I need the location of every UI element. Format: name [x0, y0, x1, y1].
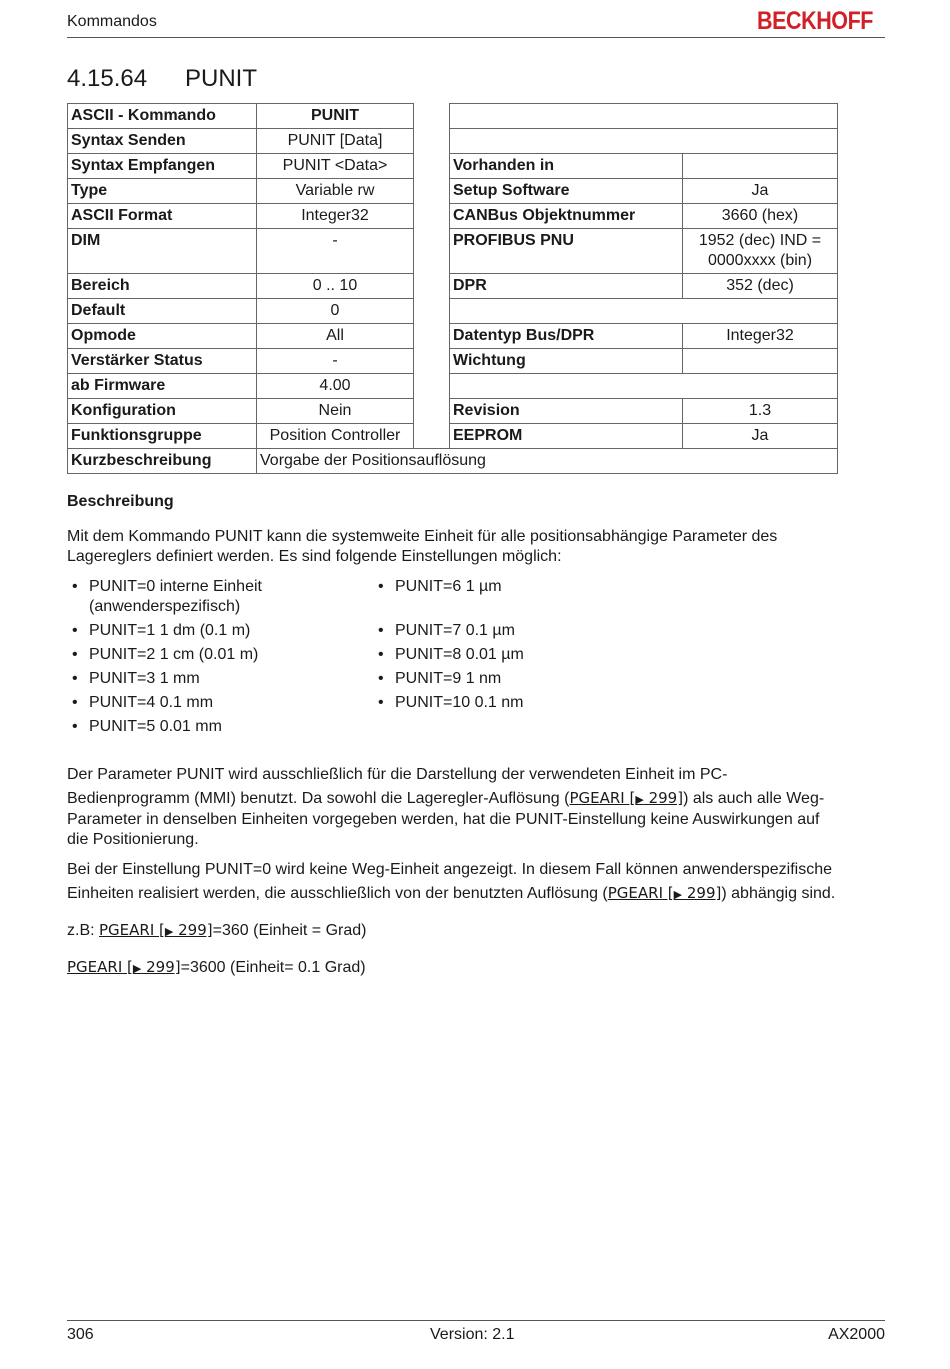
- cell-spacer: [414, 299, 450, 324]
- cell-label: Bereich: [68, 274, 257, 299]
- cell-label: Syntax Empfangen: [68, 154, 257, 179]
- cell-label: Verstärker Status: [68, 349, 257, 374]
- profibus-line-1: 1952 (dec) IND =: [698, 232, 822, 249]
- text-fragment: =360 (Einheit = Grad): [212, 922, 367, 939]
- section-title: [67, 65, 257, 93]
- cell-value: 0: [257, 299, 414, 324]
- version-label: Version: 2.1: [430, 1326, 515, 1343]
- cell-spacer: [414, 129, 450, 154]
- list-item-text: PUNIT=9 1 nm: [395, 670, 502, 687]
- list-item-text: PUNIT=0 interne Einheit: [89, 578, 262, 595]
- list-item-text: (anwenderspezifisch): [89, 598, 241, 615]
- cell-value: Ja: [683, 424, 838, 449]
- footer-divider: [67, 1320, 885, 1321]
- cell-label: Setup Software: [450, 179, 683, 204]
- cell-spacer: [414, 229, 450, 274]
- list-item: [67, 577, 367, 617]
- cell-label: EEPROM: [450, 424, 683, 449]
- text-line: Parameter in denselben Einheiten vorgegeben werden, hat die PUNIT-Einstellung keine Auswirkungen auf: [67, 811, 820, 828]
- cell-empty: [450, 299, 838, 324]
- command-table: [67, 103, 838, 474]
- cell-label: Funktionsgruppe: [68, 424, 257, 449]
- cell-label: ASCII Format: [68, 204, 257, 229]
- cell-empty: [683, 154, 838, 179]
- table-row: [68, 204, 838, 229]
- cell-spacer: [414, 424, 450, 449]
- list-item: [67, 645, 367, 665]
- text-fragment: =3600 (Einheit= 0.1 Grad): [180, 959, 366, 976]
- cell-label: Type: [68, 179, 257, 204]
- example-2: [67, 957, 877, 979]
- cell-value: 3660 (hex): [683, 204, 838, 229]
- header-divider: [67, 37, 885, 38]
- text-fragment: ) als auch alle Weg-: [683, 790, 825, 807]
- triangle-right-icon: ▶: [635, 793, 644, 806]
- table-row: [68, 274, 838, 299]
- cell-label: DPR: [450, 274, 683, 299]
- cell-value: PUNIT: [257, 104, 414, 129]
- list-item-text: PUNIT=10 0.1 nm: [395, 694, 524, 711]
- list-item-text: PUNIT=6 1 µm: [395, 578, 502, 595]
- list-item-text: PUNIT=5 0.01 mm: [89, 718, 222, 735]
- table-row: [68, 154, 838, 179]
- cell-label: Konfiguration: [68, 399, 257, 424]
- cell-label: Default: [68, 299, 257, 324]
- list-item: [67, 693, 367, 713]
- cell-value: Integer32: [683, 324, 838, 349]
- text-line: [67, 883, 877, 905]
- cell-label: Wichtung: [450, 349, 683, 374]
- table-row: [68, 324, 838, 349]
- cell-label: PROFIBUS PNU: [450, 229, 683, 274]
- table-row: [68, 229, 838, 274]
- cell-value: Nein: [257, 399, 414, 424]
- list-item: [373, 645, 673, 665]
- beckhoff-logo: BECKHOFF: [757, 7, 874, 35]
- text-line: die Positionierung.: [67, 831, 199, 848]
- list-item-text: PUNIT=1 1 dm (0.1 m): [89, 622, 251, 639]
- cell-value: Vorgabe der Positionsauflösung: [257, 449, 838, 474]
- table-row: [68, 349, 838, 374]
- cell-value: 352 (dec): [683, 274, 838, 299]
- intro-paragraph: [67, 527, 877, 567]
- pgeari-link[interactable]: [67, 958, 181, 976]
- table-row: [68, 374, 838, 399]
- cell-empty: [450, 129, 838, 154]
- triangle-right-icon: ▶: [673, 888, 683, 901]
- link-text: PGEARI [: [607, 884, 674, 902]
- triangle-right-icon: ▶: [164, 925, 174, 938]
- text-line: [67, 920, 877, 942]
- table-row: [68, 424, 838, 449]
- text-fragment: Bedienprogramm (MMI) benutzt. Da sowohl die Lageregler-Auflösung (: [67, 790, 570, 807]
- cell-value: Variable rw: [257, 179, 414, 204]
- table-row: [68, 449, 838, 474]
- link-page: 299]: [141, 958, 181, 976]
- list-item: [67, 669, 367, 689]
- cell-label: Revision: [450, 399, 683, 424]
- cell-spacer: [414, 399, 450, 424]
- pgeari-link[interactable]: [608, 884, 722, 902]
- section-name: PUNIT: [185, 65, 257, 92]
- cell-value: -: [257, 349, 414, 374]
- list-item: [373, 693, 673, 713]
- table-row: [68, 179, 838, 204]
- list-item-text: PUNIT=7 0.1 µm: [395, 622, 515, 639]
- cell-value: All: [257, 324, 414, 349]
- cell-spacer: [414, 204, 450, 229]
- link-page: 299]: [643, 789, 684, 807]
- text-line: Lagereglers definiert werden. Es sind folgende Einstellungen möglich:: [67, 548, 562, 565]
- page-number: 306: [67, 1326, 94, 1343]
- list-item: [373, 621, 673, 641]
- text-line: [67, 788, 877, 810]
- profibus-line-2: 0000xxxx (bin): [707, 252, 813, 269]
- table-row: [68, 299, 838, 324]
- list-item: [373, 669, 673, 689]
- cell-spacer: [414, 154, 450, 179]
- link-page: 299]: [682, 884, 722, 902]
- link-text: PGEARI [: [67, 958, 133, 976]
- cell-spacer: [414, 274, 450, 299]
- product-name: AX2000: [828, 1326, 885, 1343]
- cell-label: Kurzbeschreibung: [68, 449, 257, 474]
- pgeari-link[interactable]: [99, 921, 213, 939]
- cell-value: -: [257, 229, 414, 274]
- text-line: Der Parameter PUNIT wird ausschließlich für die Darstellung der verwendeten Einheit im PC-: [67, 766, 728, 783]
- pgeari-link[interactable]: [569, 789, 683, 807]
- text-line: Mit dem Kommando PUNIT kann die systemweite Einheit für alle positionsabhängige Parameter des: [67, 528, 778, 545]
- paragraph-punit0: [67, 860, 877, 905]
- list-item-text: PUNIT=8 0.01 µm: [395, 646, 524, 663]
- cell-spacer: [414, 104, 450, 129]
- cell-empty: [450, 104, 838, 129]
- link-text: PGEARI [: [569, 789, 636, 807]
- cell-value: 4.00: [257, 374, 414, 399]
- cell-empty: [450, 374, 838, 399]
- cell-value: Ja: [683, 179, 838, 204]
- list-item-text: PUNIT=2 1 cm (0.01 m): [89, 646, 259, 663]
- cell-label: ab Firmware: [68, 374, 257, 399]
- list-item: [67, 717, 367, 737]
- cell-label: Syntax Senden: [68, 129, 257, 154]
- text-fragment: Einheiten realisiert werden, die ausschließlich von der benutzten Auflösung (: [67, 885, 608, 902]
- list-item: [373, 577, 673, 597]
- table-row: [68, 399, 838, 424]
- paragraph-mmi: [67, 765, 877, 850]
- list-item-text: PUNIT=3 1 mm: [89, 670, 200, 687]
- cell-label: ASCII - Kommando: [68, 104, 257, 129]
- header-title: Kommandos: [67, 13, 157, 30]
- cell-spacer: [414, 324, 450, 349]
- cell-label: Vorhanden in: [450, 154, 683, 179]
- cell-spacer: [414, 349, 450, 374]
- cell-value: PUNIT [Data]: [257, 129, 414, 154]
- cell-spacer: [414, 374, 450, 399]
- cell-value: PUNIT <Data>: [257, 154, 414, 179]
- example-1: [67, 920, 877, 942]
- table-row: [68, 104, 838, 129]
- cell-value: Integer32: [257, 204, 414, 229]
- cell-value: 1.3: [683, 399, 838, 424]
- description-heading: Beschreibung: [67, 493, 174, 510]
- cell-label: Datentyp Bus/DPR: [450, 324, 683, 349]
- cell-empty: [683, 349, 838, 374]
- cell-label: CANBus Objektnummer: [450, 204, 683, 229]
- cell-label: DIM: [68, 229, 257, 274]
- text-line: Bei der Einstellung PUNIT=0 wird keine Weg-Einheit angezeigt. In diesem Fall können anwenderspezifische: [67, 861, 833, 878]
- text-fragment: ) abhängig sind.: [721, 885, 836, 902]
- triangle-right-icon: ▶: [132, 962, 142, 975]
- cell-spacer: [414, 179, 450, 204]
- cell-value: 0 .. 10: [257, 274, 414, 299]
- list-item-text: PUNIT=4 0.1 mm: [89, 694, 214, 711]
- cell-value: Position Controller: [257, 424, 414, 449]
- link-page: 299]: [173, 921, 213, 939]
- link-text: PGEARI [: [99, 921, 165, 939]
- cell-value: [683, 229, 838, 274]
- text-fragment: z.B:: [67, 922, 100, 939]
- text-line: [67, 957, 877, 979]
- section-number: 4.15.64: [67, 65, 148, 92]
- list-item: [67, 621, 367, 641]
- table-row: [68, 129, 838, 154]
- cell-label: Opmode: [68, 324, 257, 349]
